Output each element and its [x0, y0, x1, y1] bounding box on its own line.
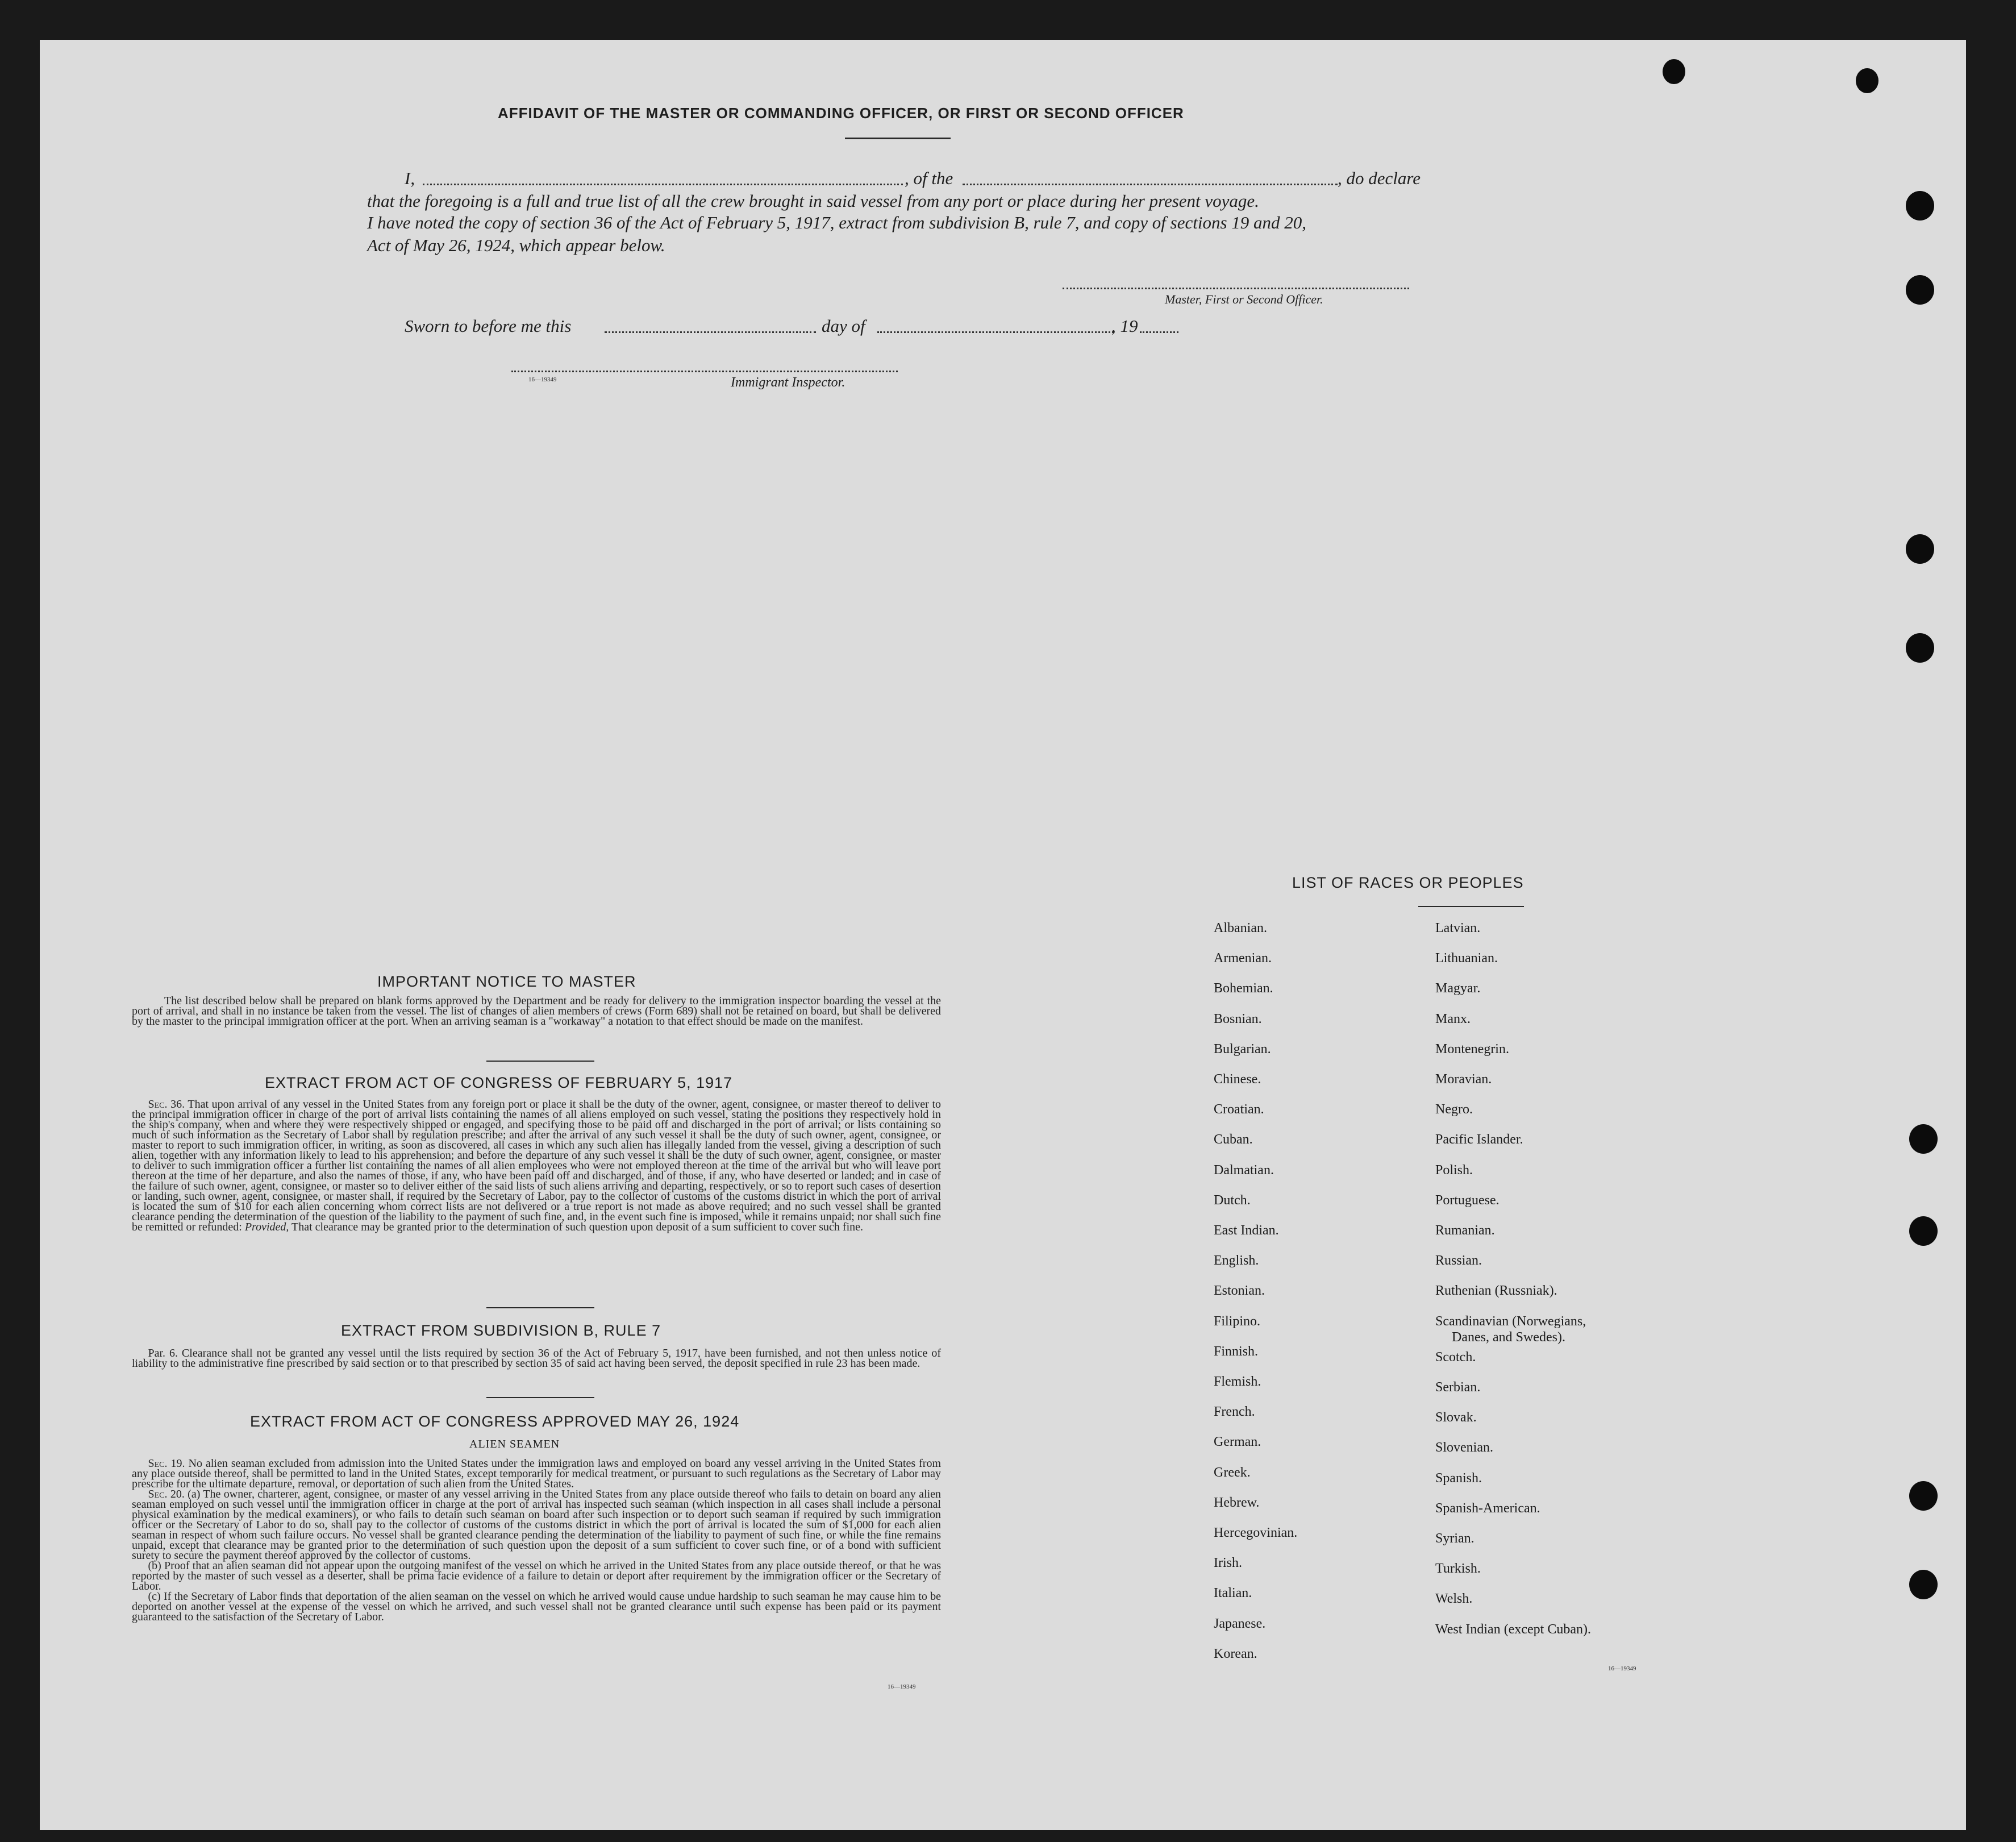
- race-item: Greek.: [1214, 1465, 1251, 1480]
- punch-hole: [1906, 633, 1934, 663]
- sec-20a-paragraph: [132, 1489, 941, 1561]
- vessel-blank[interactable]: [963, 184, 1338, 185]
- affidavit-line-3: Act of May 26, 1924, which appear below.: [367, 235, 665, 255]
- race-item: Hercegovinian.: [1214, 1525, 1298, 1540]
- race-item: Portuguese.: [1435, 1192, 1499, 1208]
- master-signature-line[interactable]: [1063, 288, 1409, 289]
- form-number: 16—19349: [1608, 1665, 1636, 1672]
- race-item: Pacific Islander.: [1435, 1132, 1523, 1147]
- race-item: Spanish.: [1435, 1470, 1482, 1486]
- race-item: Cuban.: [1214, 1132, 1253, 1147]
- inspector-signature-line[interactable]: [511, 371, 898, 372]
- race-item: Slovenian.: [1435, 1440, 1493, 1456]
- sworn-label: Sworn to before me this: [405, 316, 572, 336]
- divider: [486, 1061, 594, 1062]
- race-item: Serbian.: [1435, 1380, 1481, 1395]
- notice-title: IMPORTANT NOTICE TO MASTER: [377, 973, 636, 990]
- divider: [1418, 906, 1524, 907]
- sworn-day-blank[interactable]: [605, 331, 816, 333]
- proviso-label: Provided,: [244, 1221, 289, 1233]
- race-item: Negro.: [1435, 1102, 1473, 1117]
- affidavit-line-1: that the foregoing is a full and true list of all the crew brought in said vessel from any port or place during her present voyage.: [367, 191, 1259, 211]
- form-number: 16—19349: [528, 376, 557, 383]
- races-title: LIST OF RACES OR PEOPLES: [1292, 874, 1524, 891]
- affidavit-title: AFFIDAVIT OF THE MASTER OR COMMANDING OFFICER, OR FIRST OR SECOND OFFICER: [498, 105, 1184, 122]
- extract-1917-title: EXTRACT FROM ACT OF CONGRESS OF FEBRUARY 5, 1917: [265, 1074, 733, 1091]
- race-item: Dutch.: [1214, 1192, 1251, 1208]
- race-item: Syrian.: [1435, 1531, 1474, 1546]
- punch-hole: [1909, 1216, 1938, 1246]
- affidavit-line-2: I have noted the copy of section 36 of the Act of February 5, 1917, extract from subdivision B, rule 7, and copy of sections 19 and 20,: [367, 213, 1307, 232]
- race-item: Finnish.: [1214, 1344, 1259, 1359]
- race-item: Albanian.: [1214, 921, 1267, 935]
- punch-hole: [1663, 59, 1685, 84]
- punch-hole: [1906, 191, 1934, 221]
- race-item: Lithuanian.: [1435, 951, 1498, 966]
- race-item: Danes, and Swedes).: [1452, 1329, 1565, 1345]
- punch-hole: [1856, 68, 1878, 93]
- race-item: Magyar.: [1435, 981, 1481, 996]
- rule-7-title: EXTRACT FROM SUBDIVISION B, RULE 7: [341, 1322, 661, 1339]
- affidavit-i-label: I,: [405, 168, 415, 188]
- race-item: Chinese.: [1214, 1072, 1261, 1087]
- sec-20b-text: (b) Proof that an alien seaman did not appear upon the outgoing manifest of the vessel on which he arrived in the United States from any place outside thereof, or that he was reported by the master of such vessel as a deserter, shall be prima facie evidence of a failure to detain or deport after requirement by the immigration officer or the Secretary of Labor.: [132, 1560, 941, 1592]
- race-item: Italian.: [1214, 1586, 1252, 1601]
- race-item: Montenegrin.: [1435, 1041, 1509, 1057]
- race-item: Flemish.: [1214, 1374, 1261, 1389]
- race-item: Moravian.: [1435, 1072, 1492, 1087]
- sec-20a-text: (a) The owner, charterer, agent, consignee, or master of any vessel arriving in the United States from any place outside thereof who fails to detain on board any alien seaman employed on such vessel until the immigration officer in charge at the port of arrival has inspected such seaman (which inspection in all cases shall include a personal physical examination by the medical examiners), or who fails to detain such seaman on board after such inspection or to deport such seaman if required by such immigration officer or the Secretary of Labor to do so, shall pay to the collector of customs of the customs district in which the port of arrival is located the sum of $1,000 for each alien seaman in respect of whom such failure occurs. No vessel shall be granted clearance pending the determination of the liability to payment of such fine, or while the fine remains unpaid, except that clearance may be granted prior to the determination of such question upon the deposit of a sum sufficient to cover such fine, or of a bond with sufficient surety to secure the payment thereof approved by the collector of customs.: [132, 1488, 942, 1562]
- race-item: Spanish-American.: [1435, 1500, 1540, 1516]
- divider: [845, 138, 951, 139]
- year-prefix: , 19: [1111, 316, 1138, 336]
- extract-1917-text: [132, 1099, 941, 1232]
- race-item: Bulgarian.: [1214, 1041, 1271, 1057]
- race-item: Turkish.: [1435, 1561, 1481, 1577]
- proviso-text: That clearance may be granted prior to the determination of such question upon deposit of a sum sufficient to cover such fine.: [291, 1221, 864, 1233]
- sworn-month-blank[interactable]: [877, 331, 1114, 333]
- section-36-text: That upon arrival of any vessel in the United States from any foreign port or place it shall be the duty of the owner, agent, consignee, or master thereof to deliver to the principal immigration officer in charge of the port of arrival lists containing the names of all aliens employed on such vessel, stating the positions they respectively hold in the ship's company, when and where they were respectively shipped or engaged, and specifying those to be paid off and discharged in the port of arrival; or lists containing so much of such information as the Secretary of Labor shall by regulation prescribe; and after the arrival of any such vessel it shall be the duty of such owner, agent, consignee, or master to report to such immigration officer, in writing, as soon as discovered, all cases in which any such alien has illegally landed from the vessel, giving a description of such alien, together with any information likely to lead to his apprehension; and before the departure of any such vessel it shall be the duty of such owner, agent, consignee, or master to deliver to such immigration officer a further list containing the names of all alien employees who were not employed thereon at the time of the arrival but who will leave port thereon at the time of her departure, and also the names of those, if any, who have been paid off and discharged, and of those, if any, who have deserted or landed; and in case of the failure of such owner, agent, consignee, or master so to deliver either of the said lists of such aliens arriving and departing, respectively, or so to report such cases of desertion or landing, such owner, agent, consignee, or master shall, if required by the Secretary of Labor, pay to the collector of customs of the customs district in which the port of arrival is located the sum of $10 for each alien concerning whom correct lists are not delivered or a true report is not made as above required; and no such vessel shall be granted clearance pending the determination of the question of the liability to the payment of such fine, and, in the event such fine is imposed, while it remains unpaid; nor shall such fine be remitted or refunded:: [132, 1098, 942, 1233]
- race-item: Rumanian.: [1435, 1223, 1495, 1238]
- race-item: Bohemian.: [1214, 981, 1273, 996]
- punch-hole: [1909, 1124, 1938, 1154]
- punch-hole: [1909, 1481, 1938, 1511]
- race-item: German.: [1214, 1434, 1261, 1450]
- notice-text: The list described below shall be prepared on blank forms approved by the Department and be ready for delivery to the immigration inspector boarding the vessel at the port of arrival, and shall in no instance be taken from the vessel. The list of changes of alien members of crews (Form 689) shall not be retained on board, but shall be delivered by the master to the principal immigration officer at the port. When an arriving seaman is a "workaway" a notation to that effect should be made on the manifest.: [132, 995, 941, 1028]
- section-label: Sec. 20.: [148, 1488, 185, 1500]
- race-item: Polish.: [1435, 1162, 1473, 1178]
- rule-7-text: Par. 6. Clearance shall not be granted any vessel until the lists required by section 36 of the Act of February 5, 1917, have been furnished, and not then unless notice of liability to the administrative fine prescribed by said section or to that prescribed by section 35 of said act having been served, the deposit specified in rule 23 has been made.: [132, 1347, 941, 1370]
- form-number: 16—19349: [888, 1683, 916, 1690]
- affidavit-of-the: , of the: [905, 168, 953, 188]
- divider: [486, 1307, 594, 1308]
- sec-20c-text: (c) If the Secretary of Labor finds that deportation of the alien seaman on the vessel on which he arrived would cause undue hardship to such seaman he may cause him to be deported on another vessel at the expense of the vessel on which he arrived, and such vessel shall not be granted clearance until such expense has been paid or its payment guaranteed to the satisfaction of the Secretary of Labor.: [132, 1590, 941, 1623]
- race-item: Dalmatian.: [1214, 1162, 1274, 1178]
- race-item: Bosnian.: [1214, 1011, 1262, 1026]
- section-label: Sec. 36.: [148, 1098, 185, 1111]
- alien-seamen-subtitle: ALIEN SEAMEN: [469, 1438, 560, 1450]
- race-item: French.: [1214, 1404, 1255, 1420]
- race-item: Hebrew.: [1214, 1495, 1260, 1510]
- inspector-label: Immigrant Inspector.: [731, 375, 845, 390]
- sec-19-paragraph: [132, 1458, 941, 1489]
- sec-19-text: No alien seaman excluded from admission into the United States under the immigration laws and employed on board any vessel arriving in the United States from any place outside thereof, shall be permitted to land in the United States, except temporarily for medical treatment, or pursuant to such regulations as the Secretary of Labor may prescribe for the ultimate departure, removal, or deportation of such alien from the United States.: [132, 1457, 942, 1490]
- extract-1924-title: EXTRACT FROM ACT OF CONGRESS APPROVED MAY 26, 1924: [250, 1413, 740, 1430]
- race-item: Scandinavian (Norwegians,: [1435, 1313, 1586, 1329]
- race-item: Filipino.: [1214, 1313, 1261, 1329]
- race-item: Russian.: [1435, 1253, 1482, 1269]
- race-item: Japanese.: [1214, 1616, 1266, 1631]
- race-item: English.: [1214, 1253, 1259, 1269]
- race-item: Armenian.: [1214, 951, 1272, 966]
- master-label: Master, First or Second Officer.: [1165, 292, 1323, 306]
- punch-hole: [1906, 275, 1934, 305]
- divider: [486, 1397, 594, 1398]
- punch-hole: [1909, 1570, 1938, 1599]
- race-item: Welsh.: [1435, 1591, 1473, 1607]
- race-item: Korean.: [1214, 1646, 1257, 1661]
- race-item: Slovak.: [1435, 1410, 1477, 1425]
- race-item: East Indian.: [1214, 1223, 1279, 1238]
- race-item: Latvian.: [1435, 921, 1481, 935]
- affidavit-do-declare: , do declare: [1338, 168, 1421, 188]
- race-item: Scotch.: [1435, 1349, 1476, 1365]
- name-blank[interactable]: [423, 184, 903, 185]
- race-item: Irish.: [1214, 1556, 1242, 1571]
- race-item: Croatian.: [1214, 1102, 1264, 1117]
- race-item: West Indian (except Cuban).: [1435, 1621, 1591, 1637]
- race-item: Ruthenian (Russniak).: [1435, 1283, 1557, 1299]
- day-of-label: day of: [822, 316, 865, 336]
- section-label: Sec. 19.: [148, 1457, 185, 1470]
- punch-hole: [1906, 534, 1934, 564]
- sworn-year-blank[interactable]: [1140, 331, 1178, 333]
- race-item: Manx.: [1435, 1011, 1471, 1026]
- extract-1924-text: [132, 1458, 941, 1622]
- race-item: Estonian.: [1214, 1283, 1265, 1299]
